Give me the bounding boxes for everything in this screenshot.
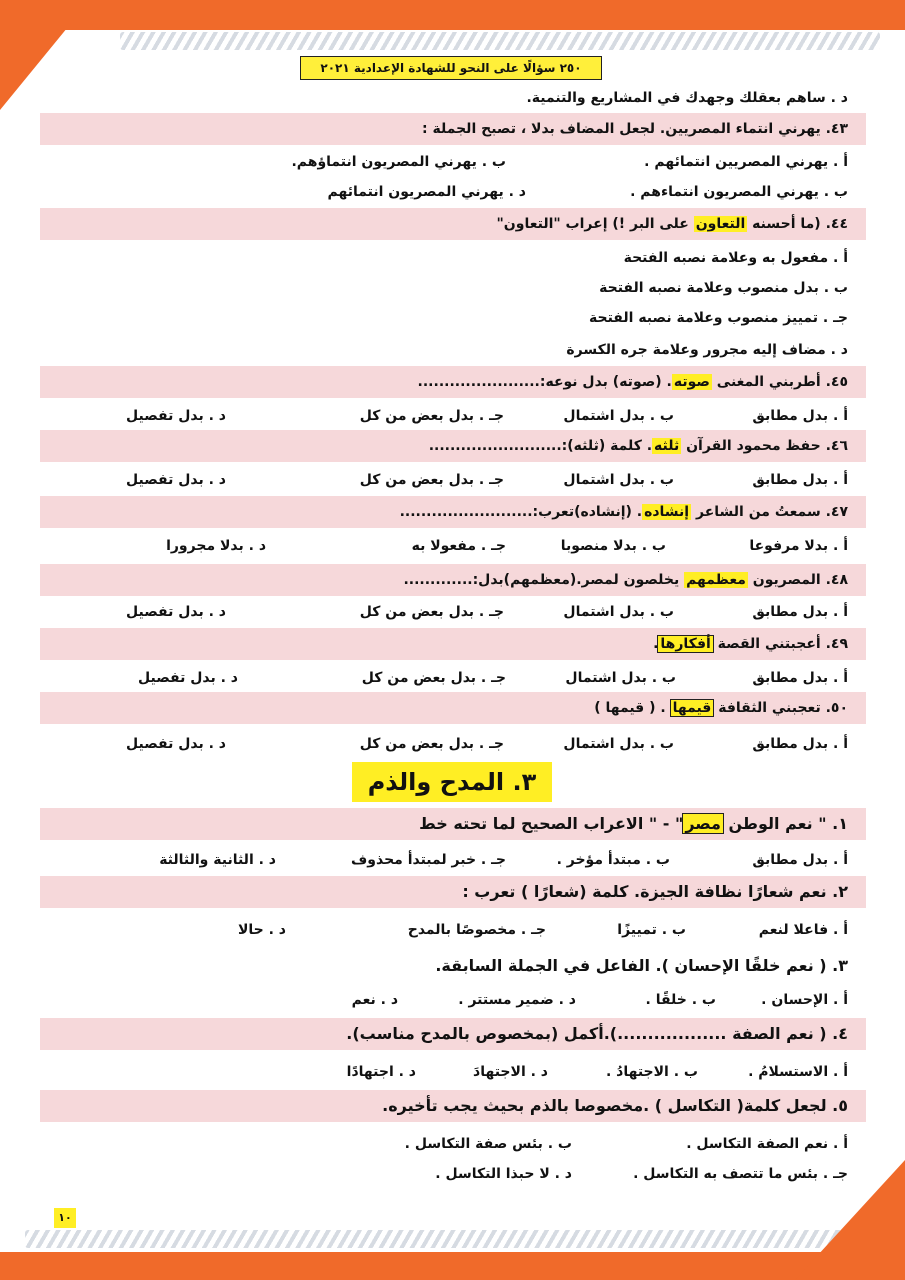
q49-text-end: .: [653, 636, 659, 652]
q44-text-start: ٤٤. (ما أحسنه: [747, 216, 848, 232]
s1-option-d: د . الثانية والثالثة: [159, 852, 276, 868]
q47-option-d: د . بدلا مجرورا: [166, 538, 266, 554]
s4-option-b: ب . الاجتهادُ .: [605, 1064, 698, 1080]
q46-text-end: . كلمة (ثلثه):.........................: [428, 438, 653, 454]
q50-highlight: قيمها: [672, 700, 712, 716]
s2-option-a: أ . فاعلا لنعم: [758, 922, 848, 938]
q48-option-d: د . بدل تفصيل: [126, 604, 226, 620]
q46-option-c: جـ . بدل بعض من كل: [359, 472, 504, 488]
q48-option-a: أ . بدل مطابق: [752, 604, 848, 620]
s1-option-b: ب . مبتدأ مؤخر .: [556, 852, 670, 868]
q43-option-b: ب . يهرني المصريون انتماؤهم.: [291, 154, 506, 170]
q43-option-a: أ . يهرني المصريين انتمائهم .: [644, 154, 848, 170]
q50-option-d: د . بدل تفصيل: [126, 736, 226, 752]
section-title: ٣. المدح والذم: [352, 762, 552, 802]
s4-option-c: د . الاجتهادَ: [473, 1064, 548, 1080]
q45-option-c: جـ . بدل بعض من كل: [359, 408, 504, 424]
bottom-hatched-bar: [25, 1230, 885, 1248]
section-question-4: ٤. ( نعم الصفة ..................).أكمل (بمخصوص بالمدح مناسب).: [40, 1018, 866, 1050]
s1-text-end: " - " الاعراب الصحيح لما تحته خط: [419, 814, 684, 833]
q44-option-a: أ . مفعول به وعلامة نصبه الفتحة: [623, 250, 848, 266]
s3-option-a: أ . الإحسان .: [761, 992, 848, 1008]
q45-options: [38, 402, 866, 430]
q44-option-d: د . مضاف إليه مجرور وعلامة جره الكسرة: [566, 342, 848, 358]
q45-option-b: ب . بدل اشتمال: [563, 408, 674, 424]
q45-text-end: . (صوته) بدل نوعه:.......................: [417, 374, 672, 390]
page-number: ١٠: [54, 1208, 76, 1228]
q43-options-row-2: [38, 178, 866, 206]
q45-text-start: ٤٥. أطربني المغنى: [711, 374, 848, 390]
q47-options: [38, 532, 866, 560]
s1-highlight: مصر: [685, 814, 721, 833]
section-question-2: ٢. نعم شعارًا نظافة الجيزة. كلمة (شعارًا ) تعرب :: [40, 876, 866, 908]
section-question-1: [40, 808, 866, 840]
question-46: [40, 430, 866, 462]
s3-option-b: ب . خلقًا .: [645, 992, 716, 1008]
s4-option-a: أ . الاستسلامُ .: [748, 1064, 848, 1080]
s1-text-start: ١. " نعم الوطن: [722, 814, 848, 833]
s2-options: [38, 916, 866, 944]
s2-option-d: د . حالا: [237, 922, 286, 938]
q44-text-end: على البر !) إعراب "التعاون": [496, 216, 694, 232]
s5-options-row-1: [38, 1130, 866, 1158]
question-47: [40, 496, 866, 528]
q48-option-c: جـ . بدل بعض من كل: [359, 604, 504, 620]
q47-text-start: ٤٧. سمعتُ من الشاعر: [691, 504, 848, 520]
q48-text-end: يخلصون لمصر.(معظمهم)بدل:.............: [403, 572, 685, 588]
q49-options: [38, 664, 866, 692]
option-line-d: د . ساهم بعقلك وجهدك في المشاريع والتنمية.: [526, 90, 848, 106]
q47-highlight: إنشاده: [644, 504, 690, 520]
q50-text-start: ٥٠. تعجبني الثقافة: [713, 700, 848, 716]
q50-option-c: جـ . بدل بعض من كل: [359, 736, 504, 752]
s2-option-c: جـ . مخصوصًا بالمدح: [407, 922, 546, 938]
question-49: [40, 628, 866, 660]
q46-options: [38, 466, 866, 494]
q43-option-c: ب . يهرني المصريون انتماءهم .: [630, 184, 848, 200]
s5-option-d: د . لا حبذا التكاسل .: [435, 1166, 572, 1182]
q43-option-d: د . يهرني المصريون انتمائهم: [327, 184, 526, 200]
section-question-3: ٣. ( نعم خلقًا الإحسان ). الفاعل في الجملة السابقة.: [435, 956, 848, 975]
q44-option-c: جـ . تمييز منصوب وعلامة نصبه الفتحة: [589, 310, 848, 326]
bottom-orange-band: [0, 1252, 905, 1280]
q50-text-end: . ( قيمها ): [594, 700, 671, 716]
q48-option-b: ب . بدل اشتمال: [563, 604, 674, 620]
q47-text-end: . (إنشاده)تعرب:.........................: [399, 504, 643, 520]
question-45: [40, 366, 866, 398]
s1-option-c: جـ . خبر لمبتدأ محذوف: [351, 852, 506, 868]
q50-option-a: أ . بدل مطابق: [752, 736, 848, 752]
q46-option-a: أ . بدل مطابق: [752, 472, 848, 488]
q49-highlight: أفكارها: [660, 636, 711, 652]
section-question-5: ٥. لجعل كلمة( التكاسل ) .مخصوصا بالذم بحيث يجب تأخيره.: [40, 1090, 866, 1122]
q45-option-d: د . بدل تفصيل: [126, 408, 226, 424]
q50-option-b: ب . بدل اشتمال: [563, 736, 674, 752]
q46-option-d: د . بدل تفصيل: [126, 472, 226, 488]
q46-text-start: ٤٦. حفظ محمود القرآن: [681, 438, 848, 454]
q44-highlight: التعاون: [695, 216, 746, 232]
q45-highlight: صوته: [673, 374, 710, 390]
q48-text-start: ٤٨. المصريون: [747, 572, 848, 588]
question-48: [40, 564, 866, 596]
q49-option-b: ب . بدل اشتمال: [565, 670, 676, 686]
s5-option-c: جـ . بئس ما تتصف به التكاسل .: [633, 1166, 848, 1182]
question-50: [40, 692, 866, 724]
q48-options: [38, 598, 866, 626]
q49-option-a: أ . بدل مطابق: [752, 670, 848, 686]
q49-option-c: جـ . بدل بعض من كل: [361, 670, 506, 686]
q50-options: [38, 730, 866, 758]
q47-option-c: جـ . مفعولا به: [411, 538, 506, 554]
q49-text-start: ٤٩. أعجبتني القصة: [712, 636, 848, 652]
s1-option-a: أ . بدل مطابق: [752, 852, 848, 868]
q48-highlight: معظمهم: [686, 572, 746, 588]
s3-option-c: د . ضمير مستتر .: [458, 992, 576, 1008]
q45-option-a: أ . بدل مطابق: [752, 408, 848, 424]
s5-options-row-2: [38, 1160, 866, 1188]
q47-option-a: أ . بدلا مرفوعا: [749, 538, 848, 554]
q46-option-b: ب . بدل اشتمال: [563, 472, 674, 488]
s5-option-b: ب . بئس صفة التكاسل .: [404, 1136, 572, 1152]
s2-option-b: ب . تمييزًا: [617, 922, 686, 938]
q47-option-b: ب . بدلا منصوبا: [560, 538, 666, 554]
q43-options-row-1: [38, 148, 866, 176]
s4-option-d: د . اجتهادًا: [346, 1064, 416, 1080]
q49-option-d: د . بدل تفصيل: [138, 670, 238, 686]
s4-options: [38, 1058, 866, 1086]
s1-options: [38, 846, 866, 874]
s3-options: [38, 986, 866, 1014]
question-44: [40, 208, 866, 240]
s5-option-a: أ . نعم الصفة التكاسل .: [686, 1136, 848, 1152]
page-header-title: ٢٥٠ سؤالًا على النحو للشهادة الإعدادية ٢٠٢١: [300, 56, 602, 80]
question-43: ٤٣. يهرني انتماء المصريين. لجعل المضاف بدلا ، تصبح الجملة :: [40, 113, 866, 145]
q44-option-b: ب . بدل منصوب وعلامة نصبه الفتحة: [599, 280, 848, 296]
top-orange-band: [0, 0, 905, 30]
q46-highlight: ثلثه: [654, 438, 680, 454]
s3-option-d: د . نعم: [351, 992, 398, 1008]
top-hatched-bar: [120, 32, 880, 50]
